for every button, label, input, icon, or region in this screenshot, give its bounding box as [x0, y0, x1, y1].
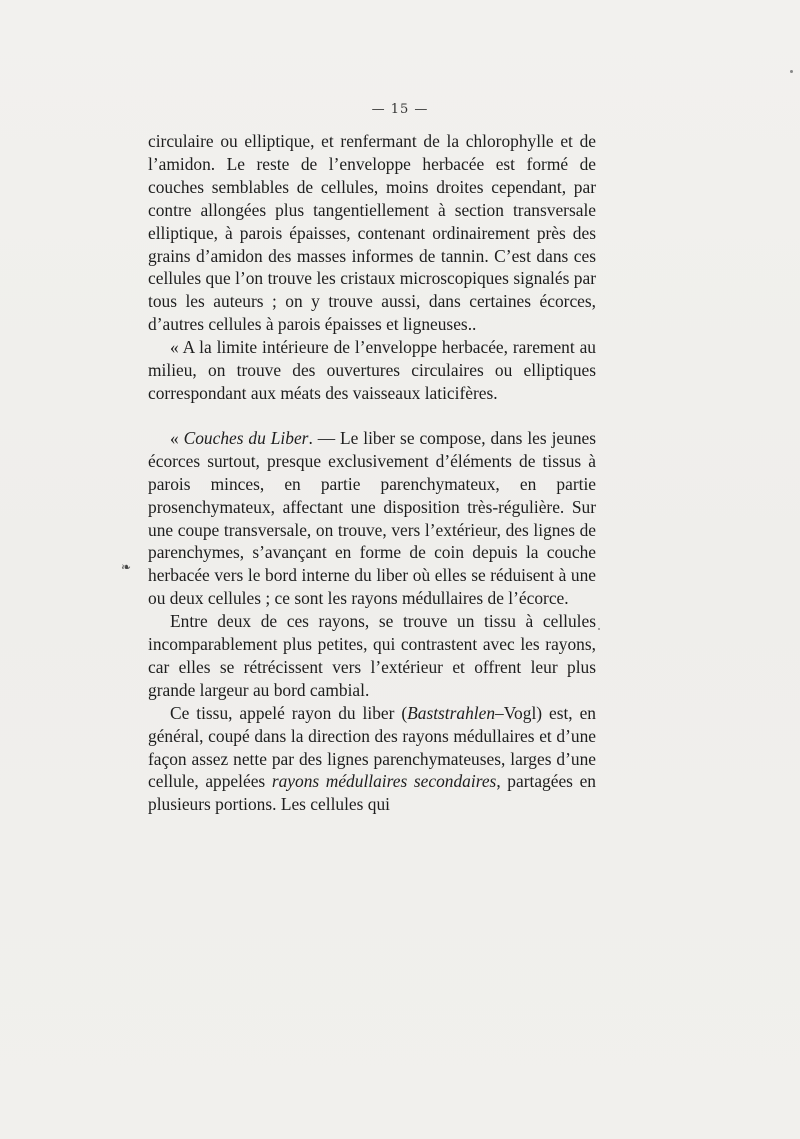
page-number: — 15 — — [371, 102, 429, 117]
paragraph-5 — [148, 702, 596, 817]
term-baststrahlen: Baststrahlen — [407, 702, 496, 723]
paragraph-3-text: . — Le liber se compose, dans les jeunes écorces surtout, presque exclusivement d’éléments de tissus à parois minces, en partie parenchymateux, en partie prosenchymateux, affectant une disposition très-régulière. Sur une coupe transversale, on trouve, vers l’extérieur, des lignes de parenchymes, s’avançant en forme de coin depuis la couche herbacée vers le bord interne du liber où elles se réduisent à une ou deux cellules ; ce sont les rayons médullaires de l’écorce. — [148, 427, 596, 609]
quote-mark: « — [170, 427, 184, 448]
paper-speck-icon — [598, 628, 600, 630]
paragraph-5-part-e: , partagées en plusieurs portions. Les cellules qui — [148, 771, 596, 815]
paragraph-4: Entre deux de ces rayons, se trouve un tissu à cellules incomparablement plus petites, qui contrastent avec les rayons, car elles se rétrécissent vers l’extérieur et offrent leur plus grande largeur au bord cambial. — [148, 611, 596, 700]
paragraph-1: circulaire ou elliptique, et renfermant de la chlorophylle et de l’amidon. Le reste de l’enveloppe herbacée est formé de couches semblables de cellules, moins droites cependant, par contre allongées plus tangentiellement à section transversale elliptique, à parois épaisses, contenant ordinairement près des grains d’amidon des masses informes de tannin. C’est dans ces cellules que l’on trouve les cristaux microscopiques signalés par tous les auteurs ; on y trouve aussi, dans certaines écorces, d’autres cellules à parois épaisses et ligneuses.. — [148, 131, 596, 335]
paragraph-5-part-a: Ce tissu, appelé rayon du liber ( — [170, 702, 408, 723]
paragraph-5-part-c: –Vogl) est, en général, coupé dans la direction des rayons médullaires et d’une façon assez nette par des lignes parenchymateuses, larges d’une cellule, appelées — [148, 702, 596, 792]
body-text — [148, 130, 596, 816]
section-heading-liber: Couches du Liber — [183, 427, 309, 448]
paragraph-2: « A la limite intérieure de l’enveloppe herbacée, rarement au milieu, on trouve des ouvertures circulaires ou elliptiques correspondant aux méats des vaisseaux laticifères. — [148, 337, 596, 403]
paragraph-3 — [148, 427, 596, 610]
term-rayons-secondaires: rayons médullaires secondaires — [271, 771, 497, 792]
margin-mark-icon: ❧ — [121, 560, 132, 574]
paper-speck-icon — [790, 70, 793, 73]
